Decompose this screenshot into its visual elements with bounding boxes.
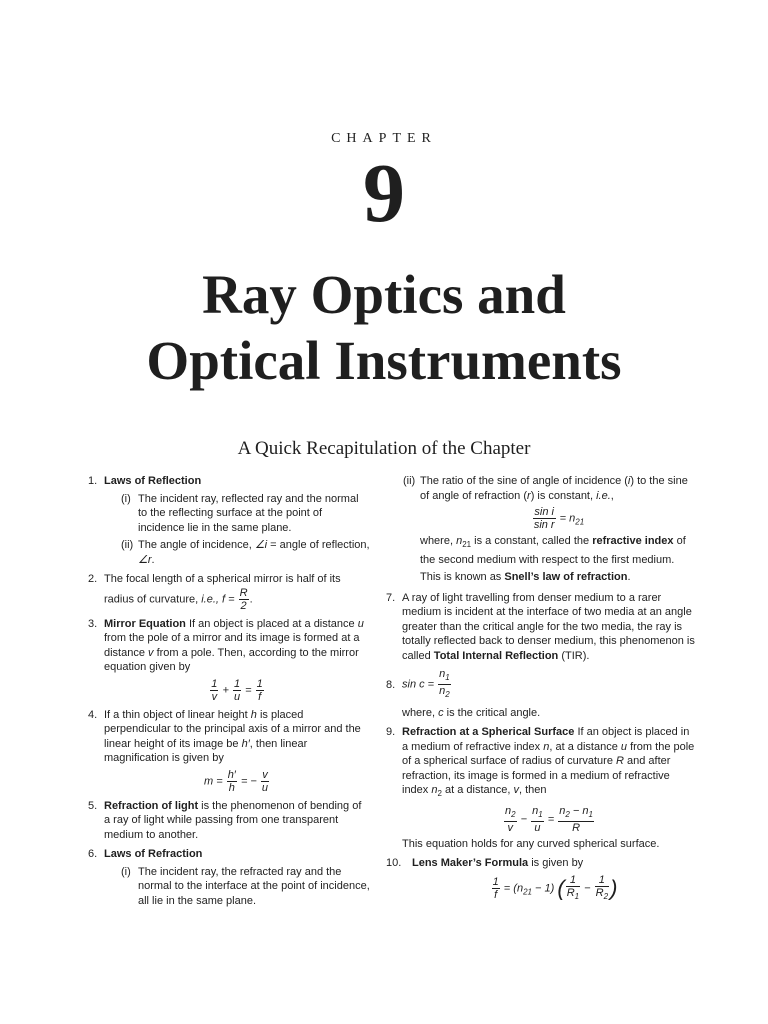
list-item-1: 1. Laws of Reflection (i) The incident ray, reflected ray and the normal to the reflecting surface at the point of incidence lie in the same plane. (ii) The angle of incidence, ∠i = angle of reflection, ∠r. (88, 475, 370, 566)
magnification-equation: m = $\frac{h'}{h}$ = − $\frac{v}{u}$ (203, 768, 269, 794)
spherical-refraction-equation: $\frac{n_2}{v}$ − $\frac{n_1}{u}$ = $\frac{n_2 - n_1}{R}$ (505, 804, 593, 834)
section-subtitle: A Quick Recapitulation of the Chapter (237, 438, 531, 459)
chapter-label: CHAPTER (331, 131, 437, 146)
sub-item: (ii) The ratio of the sine of angle of incidence (i) to the sine of angle of refraction (r) is constant, i.e., $\frac{\text{sin i}}{\text{sin r}}$ = $n_{21}$ where, $n_{21}$ is a constant, called the refractive index of the second medium with respect to the first medium. This is known as Snell’s law of refraction. (386, 474, 696, 585)
title-line-2: Optical Instruments (146, 330, 622, 391)
chapter-number: 9 (363, 147, 405, 240)
lens-maker-equation: $\frac{1}{f}$ = $(n_{21} - 1)$ ( $\frac{1}{R_1}$ − $\frac{1}{R_2}$ ) (492, 873, 618, 902)
list-item-8: 8. sin c = $\frac{n_1}{n_2}$ where, c is the critical angle. (386, 668, 696, 720)
equation-note: This equation holds for any curved spherical surface. (402, 837, 660, 850)
list-item-9: 9. Refraction at a Spherical Surface If an object is placed in a medium of refractive index n, at a distance u from the pole of a spherical surface of radius of curvature R and after refraction, its image is formed in a medium of refractive index $n_2$ at a distance, v, then $\frac{n_2}{v}$ − $\frac{n_1}{u}$ = $\frac{n_2 - n_1}{R}$ This equation holds for any curved spherical surface. (386, 726, 695, 850)
critical-angle-note: where, c is the critical angle. (402, 706, 541, 719)
list-item-2: 2. The focal length of a spherical mirror is half of its radius of curvature, i.e., f = $\frac{R}{2}$ . (88, 573, 341, 612)
sub-item: (i) The incident ray, the refracted ray and the normal to the interface at the point of incidence, all lie in the same plane. (121, 865, 370, 907)
list-item-6: 6. Laws of Refraction (i) The incident ray, the refracted ray and the normal to the interface at the point of incidence, all lie in the same plane. (88, 848, 370, 907)
title-line-1: Ray Optics and (202, 264, 566, 325)
sub-item: (ii) The angle of incidence, ∠i = angle of reflection, ∠r. (121, 539, 370, 566)
item-heading: Refraction of light (104, 799, 199, 812)
list-item-7: 7. A ray of light travelling from denser medium to a rarer medium is incident at the interface of two media at an angle greater than the critical angle for the two media, the ray is totally reflected back to denser medium, this phenomenon is called Total Internal Reflection (TIR). (386, 591, 695, 662)
item-heading: Mirror Equation (104, 617, 186, 630)
item-heading: Laws of Reflection (104, 475, 202, 487)
list-item-10: 10. Lens Maker’s Formula is given by $\frac{1}{f}$ = $(n_{21} - 1)$ ( $\frac{1}{R_1}$ − $\frac{1}{R_2}$ ) (386, 856, 696, 903)
list-item-4: 4. If a thin object of linear height h is placed perpendicular to the principal axis of a mirror and the linear height of its image be h′, then linear magnification is given by m = $\frac{h'}{h}$ = − $\frac{v}{u}$ (88, 708, 370, 794)
item-heading: Laws of Refraction (104, 848, 203, 860)
snell-law-note: This is known as Snell’s law of refraction. (420, 571, 631, 584)
item-heading: Lens Maker’s Formula (412, 857, 529, 870)
list-item-5: 5. Refraction of light is the phenomenon of bending of a ray of light while passing from one transparent medium to another. (88, 799, 362, 841)
sub-item: (i) The incident ray, reflected ray and the normal to the reflecting surface at the point of incidence lie in the same plane. (121, 492, 359, 534)
list-item-3: 3. Mirror Equation If an object is placed at a distance u from the pole of a mirror and its image is formed at a distance v from a pole. Then, according to the mirror equation given by $\frac{1}{v}$ + $\frac{1}{u}$ = $\frac{1}{f}$ (88, 617, 370, 703)
right-column (386, 474, 696, 908)
fraction: $\frac{R}{2}$ (239, 586, 248, 612)
left-column (88, 474, 370, 913)
chapter-title (0, 262, 768, 394)
snell-equation: $\frac{\text{sin i}}{\text{sin r}}$ = $n_{21}$ (533, 506, 585, 531)
refractive-index-note: where, $n_{21}$ is a constant, called the refractive index of the second medium with respect to the first medium. (420, 535, 686, 566)
item-heading: Refraction at a Spherical Surface (402, 726, 575, 739)
mirror-equation: $\frac{1}{v}$ + $\frac{1}{u}$ = $\frac{1}{f}$ (211, 677, 263, 703)
